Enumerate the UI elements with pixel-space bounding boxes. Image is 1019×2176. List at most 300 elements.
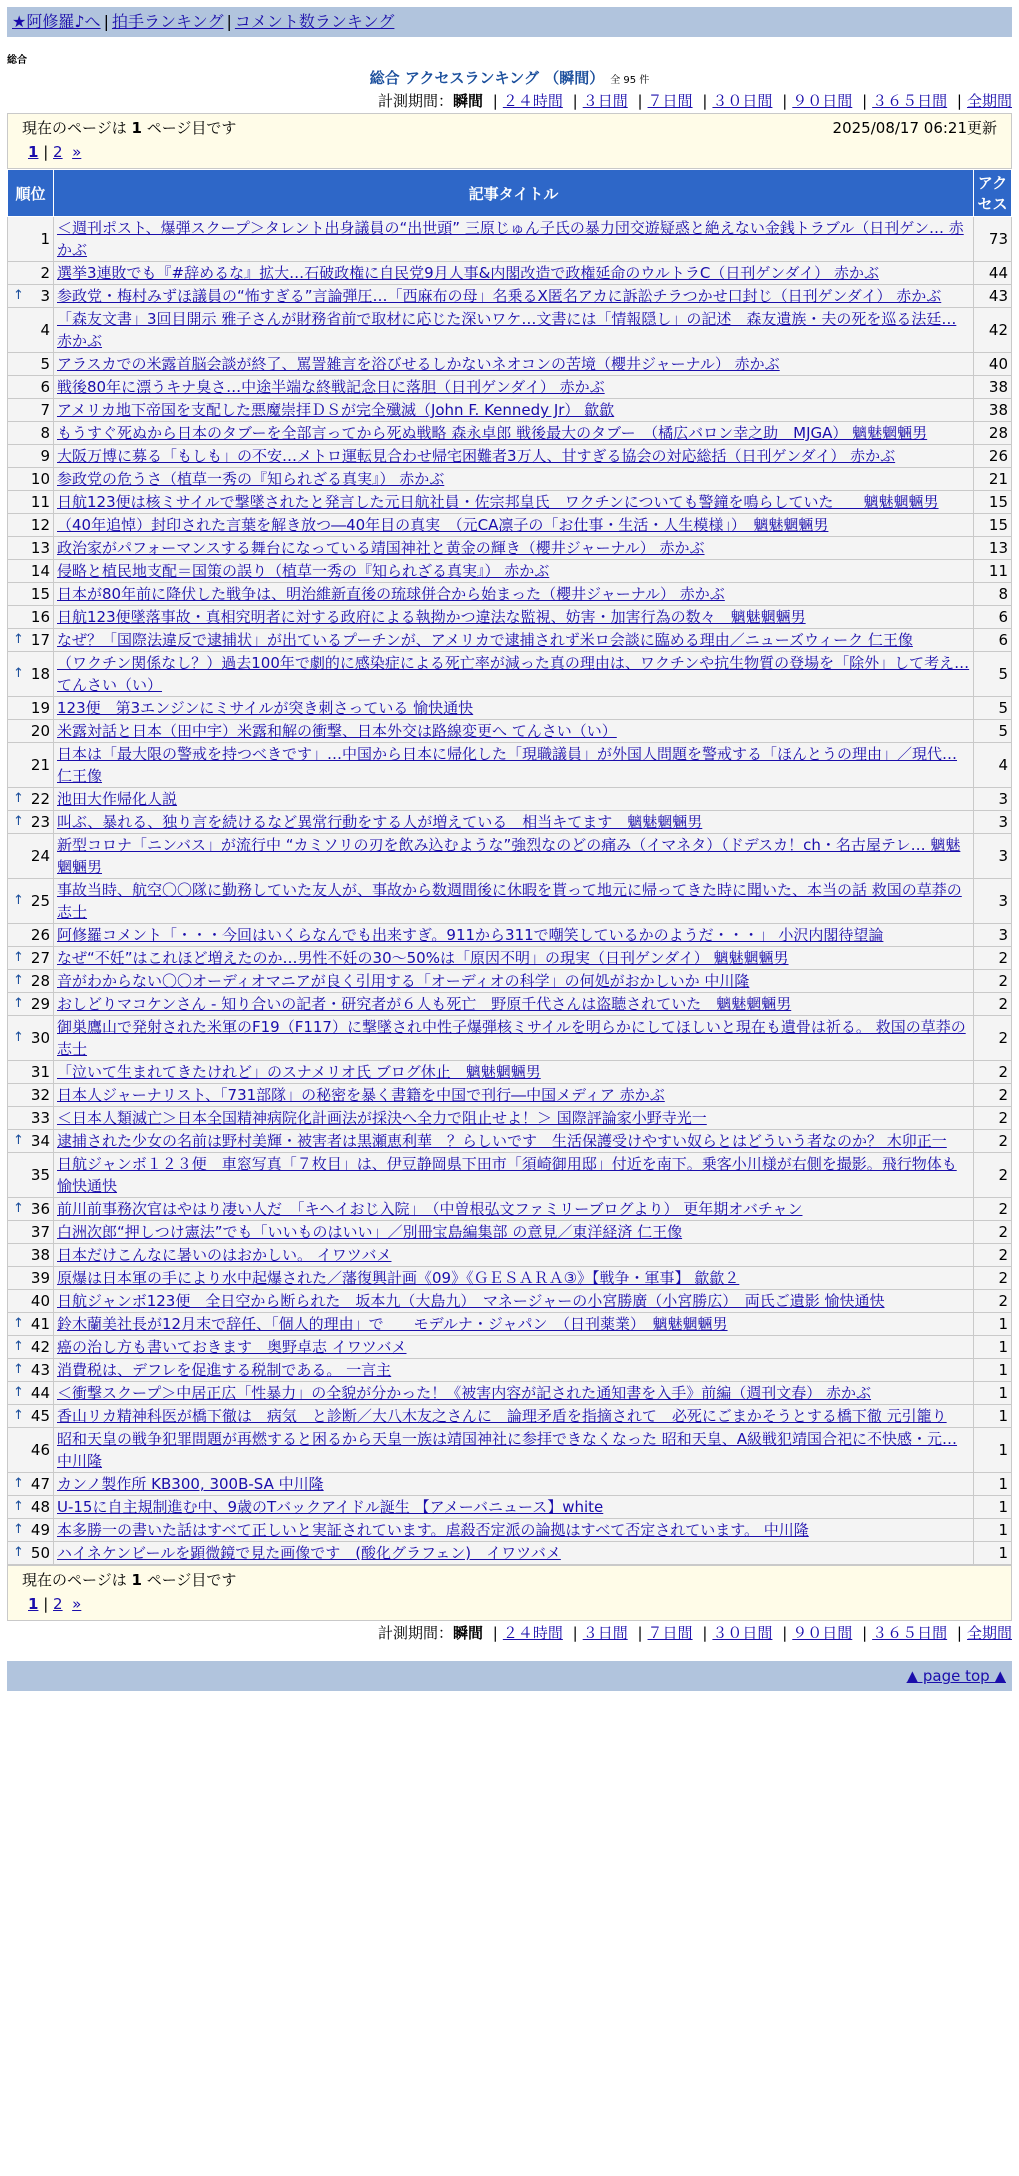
period-current: 瞬間: [452, 1624, 483, 1642]
page-info-bottom: [7, 1565, 1012, 1621]
rank-cell: [8, 353, 54, 376]
rank-number: 7: [40, 401, 50, 419]
page-top-link[interactable]: ▲ page top ▲: [906, 1667, 1006, 1685]
title-cell: [54, 514, 974, 537]
applause-ranking-link[interactable]: 拍手ランキング: [111, 12, 224, 31]
table-row: [8, 947, 1012, 970]
top-nav: ★阿修羅♪へ | 拍手ランキング | コメント数ランキング: [7, 7, 1012, 37]
period-option[interactable]: ２４時間: [502, 92, 563, 110]
rank-header: 順位: [8, 170, 54, 217]
access-count: 1: [974, 1405, 1012, 1428]
article-link[interactable]: ハイネケンビールを顕微鏡で見た画像です (酸化グラフェン) イワツバメ: [57, 1544, 561, 1562]
period-option[interactable]: 全期間: [966, 1624, 1012, 1642]
access-count: 6: [974, 606, 1012, 629]
rank-number: 1: [40, 230, 50, 248]
access-count: 3: [974, 811, 1012, 834]
rank-number: 47: [30, 1475, 50, 1493]
rank-number: 26: [30, 926, 50, 944]
rank-number: 41: [30, 1315, 50, 1333]
period-option[interactable]: ３６５日間: [872, 1624, 948, 1642]
access-count: 5: [974, 720, 1012, 743]
rank-number: 36: [30, 1200, 50, 1218]
up-arrow-icon: ↑: [13, 1408, 24, 1423]
page-2-link[interactable]: 2: [53, 1595, 63, 1613]
access-count: 43: [974, 285, 1012, 308]
access-count: 6: [974, 629, 1012, 652]
article-link[interactable]: ＜日本人類滅亡＞日本全国精神病院化計画法が採決へ全力で阻止せよ！＞ 国際評論家小野寺光一: [57, 1109, 707, 1127]
updated-time: 2025/08/17 06:21更新: [832, 119, 997, 137]
period-option[interactable]: ３０日間: [712, 92, 773, 110]
pagination-top: 1 | 2 »: [28, 143, 82, 161]
home-link[interactable]: ★阿修羅♪へ: [12, 12, 101, 31]
rank-number: 32: [30, 1086, 50, 1104]
article-link[interactable]: （ワクチン関係なし？）過去100年で劇的に感染症による死亡率が減った真の理由は、ワクチンや抗生物質の登場を「除外」して考え… てんさい（い）: [57, 654, 970, 694]
up-arrow-icon: ↑: [13, 814, 24, 829]
period-label: 計測期間：: [377, 1624, 453, 1642]
article-link[interactable]: 参政党・梅村みずほ議員の“怖すぎる”言論弾圧…「西麻布の母」名乗るX匿名アカに訴訟チラつかせ口封じ（日刊ゲンダイ） 赤かぶ: [57, 287, 942, 305]
title-cell: [54, 353, 974, 376]
article-link[interactable]: 「泣いて生まれてきたけれど」のスナメリオ氏 ブログ休止 魑魅魍魎男: [57, 1063, 541, 1081]
rank-cell: [8, 629, 54, 652]
article-link[interactable]: 参政党の危うさ（植草一秀の『知られざる真実』） 赤かぶ: [57, 470, 445, 488]
table-row: [8, 788, 1012, 811]
article-link[interactable]: 米露対話と日本（田中宇）米露和解の衝撃、日本外交は路線変更へ てんさい（い）: [57, 722, 617, 740]
period-label: 計測期間：: [377, 92, 453, 110]
rank-number: 37: [30, 1223, 50, 1241]
rank-number: 4: [40, 321, 50, 339]
table-row: [8, 1130, 1012, 1153]
access-count: 2: [974, 1016, 1012, 1061]
table-row: [8, 353, 1012, 376]
article-link[interactable]: 鈴木蘭美社長が12月末で辞任、「個人的理由」で モデルナ・ジャパン （日刊薬業） 魑魅魍魎男: [57, 1315, 728, 1333]
rank-number: 3: [40, 287, 50, 305]
access-count: 38: [974, 376, 1012, 399]
period-option[interactable]: ７日間: [647, 1624, 693, 1642]
article-link[interactable]: ＜週刊ポスト、爆弾スクープ＞タレント出身議員の“出世頭” 三原じゅん子氏の暴力団交遊疑惑と絶えない金銭トラブル（日刊ゲン… 赤かぶ: [57, 219, 964, 259]
article-link[interactable]: 「森友文書」3回目開示 雅子さんが財務省前で取材に応じた深いワケ…文書には「情報隠し」の記述 森友遺族・夫の死を巡る法廷… 赤かぶ: [57, 310, 957, 350]
rank-cell: [8, 285, 54, 308]
rank-number: 19: [30, 699, 50, 717]
up-arrow-icon: ↑: [13, 1133, 24, 1148]
access-count: 2: [974, 1290, 1012, 1313]
article-link[interactable]: 新型コロナ「ニンバス」が流行中 “カミソリの刃を飲み込むような”強烈なのどの痛み（イマネタ）（ドデスカ！ch・名古屋テレ… 魑魅魍魎男: [57, 836, 961, 876]
title-cell: [54, 399, 974, 422]
rank-number: 44: [30, 1384, 50, 1402]
article-link[interactable]: 政治家がパフォーマンスする舞台になっている靖国神社と黄金の輝き（櫻井ジャーナル） 赤かぶ: [57, 539, 705, 557]
ranking-table: [7, 169, 1012, 1565]
rank-number: 11: [30, 493, 50, 511]
article-link[interactable]: おしどりマコケンさん - 知り合いの記者・研究者が６人も死亡 野原千代さんは盗聴されていた 魑魅魍魎男: [57, 995, 792, 1013]
title-cell: [54, 285, 974, 308]
access-count: 1: [974, 1473, 1012, 1496]
ranking-header: [7, 67, 1012, 89]
access-count: 2: [974, 947, 1012, 970]
rank-cell: [8, 1336, 54, 1359]
access-count: 1: [974, 1382, 1012, 1405]
access-count: 5: [974, 652, 1012, 697]
table-row: [8, 1542, 1012, 1565]
category-label: 総合: [7, 55, 27, 66]
table-row: [8, 606, 1012, 629]
rank-number: 42: [30, 1338, 50, 1356]
period-option[interactable]: 全期間: [966, 92, 1012, 110]
access-count: 1: [974, 1313, 1012, 1336]
rank-cell: [8, 445, 54, 468]
access-count: 2: [974, 1244, 1012, 1267]
rank-cell: [8, 1473, 54, 1496]
title-cell: [54, 1542, 974, 1565]
up-arrow-icon: ↑: [13, 893, 24, 908]
access-count: 2: [974, 1084, 1012, 1107]
title-cell: [54, 1061, 974, 1084]
access-count: 2: [974, 993, 1012, 1016]
up-arrow-icon: ↑: [13, 632, 24, 647]
table-row: [8, 1221, 1012, 1244]
table-row: [8, 1313, 1012, 1336]
article-link[interactable]: 昭和天皇の戦争犯罪問題が再燃すると困るから天皇一族は靖国神社に参拝できなくなった 昭和天皇、A級戦犯靖国合祀に不快感・元… 中川隆: [57, 1430, 958, 1470]
rank-number: 28: [30, 972, 50, 990]
table-row: [8, 993, 1012, 1016]
article-link[interactable]: 原爆は日本軍の手により水中起爆された／藩復興計画《09》《ＧＥＳＡＲＡ③》【戦争・軍事】 歙歙２: [57, 1269, 740, 1287]
rank-number: 46: [30, 1441, 50, 1459]
article-link[interactable]: 日本は「最大限の警戒を持つべきです」…中国から日本に帰化した「現職議員」が外国人問題を警戒する「ほんとうの理由」／現代… 仁王像: [57, 745, 958, 785]
rank-cell: [8, 1428, 54, 1473]
access-count: 13: [974, 537, 1012, 560]
rank-number: 22: [30, 790, 50, 808]
period-option[interactable]: ９０日間: [792, 92, 853, 110]
title-cell: [54, 1313, 974, 1336]
access-count: 2: [974, 1130, 1012, 1153]
article-link[interactable]: 香山リカ精神科医が橋下徹は 病気 と診断／大八木友之さんに 論理矛盾を指摘されて 必死にごまかそうとする橋下徹 元引籠り: [57, 1407, 947, 1425]
title-cell: [54, 491, 974, 514]
title-cell: [54, 629, 974, 652]
rank-cell: [8, 697, 54, 720]
article-link[interactable]: 白洲次郎“押しつけ憲法”でも「いいものはいい」／別冊宝島編集部 の意見／東洋経済 仁王像: [57, 1223, 683, 1241]
table-row: [8, 262, 1012, 285]
period-option[interactable]: ３日間: [582, 1624, 628, 1642]
rank-cell: [8, 879, 54, 924]
article-link[interactable]: 日航123便は核ミサイルで撃墜されたと発言した元日航社員・佐宗邦皇氏 ワクチンについても警鐘を鳴らしていた 魑魅魍魎男: [57, 493, 939, 511]
rank-number: 20: [30, 722, 50, 740]
rank-cell: [8, 1542, 54, 1565]
rank-cell: [8, 491, 54, 514]
article-link[interactable]: （40年追悼）封印された言葉を解き放つ―40年目の真実 （元CA凛子の「お仕事・生活・人生模様」） 魑魅魍魎男: [57, 516, 829, 534]
title-cell: [54, 376, 974, 399]
article-link[interactable]: 前川前事務次官はやはり凄い人だ 「キヘイおじ入院」 （中曽根弘文ファミリーブログより） 更年期オバチャン: [57, 1200, 803, 1218]
current-page-text: 現在のページは 1 ページ目です: [22, 1571, 237, 1589]
article-link[interactable]: 日航ジャンボ１２３便 車窓写真「７枚目」は、伊豆静岡県下田市「須崎御用邸」付近を南下。乗客小川様が右側を撮影。飛行物体も 愉快通快: [57, 1155, 957, 1195]
period-option[interactable]: ７日間: [647, 92, 693, 110]
access-count: 1: [974, 1428, 1012, 1473]
table-row: [8, 811, 1012, 834]
rank-cell: [8, 308, 54, 353]
access-count: 38: [974, 399, 1012, 422]
rank-number: 35: [30, 1166, 50, 1184]
access-count: 2: [974, 1198, 1012, 1221]
period-option[interactable]: ３６５日間: [872, 92, 948, 110]
title-cell: [54, 1016, 974, 1061]
rank-cell: [8, 788, 54, 811]
up-arrow-icon: ↑: [13, 996, 24, 1011]
article-link[interactable]: 日本が80年前に降伏した戦争は、明治維新直後の琉球併合から始まった（櫻井ジャーナル） 赤かぶ: [57, 585, 725, 603]
title-cell: [54, 1084, 974, 1107]
title-cell: [54, 924, 974, 947]
rank-cell: [8, 1267, 54, 1290]
title-cell: [54, 537, 974, 560]
rank-cell: [8, 720, 54, 743]
rank-number: 10: [30, 470, 50, 488]
title-cell: [54, 652, 974, 697]
title-cell: [54, 993, 974, 1016]
up-arrow-icon: ↑: [13, 1522, 24, 1537]
period-option[interactable]: ３日間: [582, 92, 628, 110]
up-arrow-icon: ↑: [13, 1545, 24, 1560]
period-selector-bottom: 計測期間：瞬間 | ２４時間 | ３日間 | ７日間 | ３０日間 | ９０日間 | ３６５日間 | 全期間: [377, 1624, 1012, 1642]
table-row: [8, 376, 1012, 399]
access-count: 1: [974, 1336, 1012, 1359]
access-count: 2: [974, 1221, 1012, 1244]
access-count: 40: [974, 353, 1012, 376]
table-header-row: [8, 170, 1012, 217]
article-link[interactable]: 大阪万博に募る「もしも」の不安…メトロ運転見合わせ帰宅困難者3万人、甘すぎる協会の対応総括（日刊ゲンダイ） 赤かぶ: [57, 447, 896, 465]
title-cell: [54, 1405, 974, 1428]
page-1-link[interactable]: 1: [28, 143, 39, 161]
access-count: 2: [974, 1107, 1012, 1130]
article-link[interactable]: 事故当時、航空〇〇隊に勤務していた友人が、事故から数週間後に休暇を貰って地元に帰ってきた時に聞いた、本当の話 救国の草莽の志士: [57, 881, 962, 921]
ranking-title: 総合 アクセスランキング （瞬間）: [369, 69, 605, 87]
table-row: [8, 1519, 1012, 1542]
title-cell: [54, 583, 974, 606]
table-row: [8, 445, 1012, 468]
rank-cell: [8, 1084, 54, 1107]
rank-cell: [8, 1382, 54, 1405]
rank-number: 21: [30, 756, 50, 774]
rank-cell: [8, 399, 54, 422]
table-row: [8, 1359, 1012, 1382]
article-link[interactable]: 阿修羅コメント「・・・今回はいくらなんでも出来すぎ。911から311で嘲笑しているかのようだ・・・」 小沢内閣待望論: [57, 926, 884, 944]
title-cell: [54, 1244, 974, 1267]
title-cell: [54, 697, 974, 720]
up-arrow-icon: ↑: [13, 288, 24, 303]
up-arrow-icon: ↑: [13, 1316, 24, 1331]
title-cell: [54, 1267, 974, 1290]
article-link[interactable]: 癌の治し方も書いておきます 奥野卓志 イワツバメ: [57, 1338, 407, 1356]
table-row: [8, 491, 1012, 514]
article-link[interactable]: 侵略と植民地支配＝国策の誤り（植草一秀の『知られざる真実』） 赤かぶ: [57, 562, 550, 580]
rank-number: 50: [30, 1544, 50, 1562]
table-row: [8, 560, 1012, 583]
title-cell: [54, 947, 974, 970]
table-row: [8, 720, 1012, 743]
title-cell: [54, 1359, 974, 1382]
article-link[interactable]: アラスカでの米露首脳会談が終了、罵詈雑言を浴びせるしかないネオコンの苦境（櫻井ジャーナル） 赤かぶ: [57, 355, 780, 373]
access-count: 4: [974, 743, 1012, 788]
page-2-link[interactable]: 2: [53, 143, 63, 161]
table-row: [8, 1382, 1012, 1405]
article-link[interactable]: なぜ“不妊”はこれほど増えたのか…男性不妊の30～50%は「原因不明」の現実（日刊ゲンダイ） 魑魅魍魎男: [57, 949, 789, 967]
rank-number: 17: [30, 631, 50, 649]
title-cell: [54, 1130, 974, 1153]
access-count: 15: [974, 491, 1012, 514]
current-page-text: 現在のページは 1 ページ目です: [22, 119, 237, 137]
period-option[interactable]: ３０日間: [712, 1624, 773, 1642]
article-link[interactable]: 逮捕された少女の名前は野村美輝・被害者は黒瀬恵利華 ？らしいです 生活保護受けやすい奴らとはどういう者なのか？ 木卯正一: [57, 1132, 947, 1150]
article-link[interactable]: アメリカ地下帝国を支配した悪魔崇拝ＤＳが完全殲滅（John F. Kennedy Jr） 歙歙: [57, 401, 615, 419]
access-count: 1: [974, 1519, 1012, 1542]
article-link[interactable]: 消費税は、デフレを促進する税制である。 一言主: [57, 1361, 392, 1379]
access-count: 2: [974, 1267, 1012, 1290]
table-row: [8, 1428, 1012, 1473]
access-count: 44: [974, 262, 1012, 285]
rank-number: 18: [30, 665, 50, 683]
title-cell: [54, 560, 974, 583]
article-link[interactable]: 日航123便墜落事故・真相究明者に対する政府による執拗かつ違法な監視、妨害・加害行為の数々 魑魅魍魎男: [57, 608, 806, 626]
table-row: [8, 1016, 1012, 1061]
title-cell: [54, 1382, 974, 1405]
table-row: [8, 399, 1012, 422]
title-cell: [54, 720, 974, 743]
table-row: [8, 879, 1012, 924]
article-link[interactable]: 音がわからない〇〇オーディオマニアが良く引用する「オーディオの科学」の何処がおかしいか 中川隆: [57, 972, 750, 990]
access-count: 8: [974, 583, 1012, 606]
rank-number: 12: [30, 516, 50, 534]
rank-cell: [8, 1221, 54, 1244]
title-cell: [54, 445, 974, 468]
rank-cell: [8, 1130, 54, 1153]
title-cell: [54, 834, 974, 879]
table-row: [8, 217, 1012, 262]
access-count: 2: [974, 1153, 1012, 1198]
article-link[interactable]: なぜ？「国際法違反で逮捕状」が出ているプーチンが、アメリカで逮捕されず米ロ会談に臨める理由／ニューズウィーク 仁王像: [57, 631, 913, 649]
rank-cell: [8, 560, 54, 583]
title-cell: [54, 1519, 974, 1542]
access-count: 3: [974, 924, 1012, 947]
title-cell: [54, 1290, 974, 1313]
table-row: [8, 308, 1012, 353]
total-count: 全 95 件: [610, 75, 650, 86]
title-cell: [54, 308, 974, 353]
article-link[interactable]: 日本だけこんなに暑いのはおかしい。 イワツバメ: [57, 1246, 392, 1264]
rank-number: 13: [30, 539, 50, 557]
article-link[interactable]: 戦後80年に漂うキナ臭さ…中途半端な終戦記念日に落胆（日刊ゲンダイ） 赤かぶ: [57, 378, 605, 396]
rank-cell: [8, 947, 54, 970]
article-link[interactable]: 本多勝一の書いた話はすべて正しいと実証されています。虐殺否定派の論拠はすべて否定されています。 中川隆: [57, 1521, 809, 1539]
rank-number: 30: [30, 1029, 50, 1047]
table-row: [8, 1267, 1012, 1290]
rank-cell: [8, 1313, 54, 1336]
title-header: 記事タイトル: [54, 170, 974, 217]
rank-number: 40: [30, 1292, 50, 1310]
rank-cell: [8, 422, 54, 445]
table-row: [8, 422, 1012, 445]
rank-number: 25: [30, 892, 50, 910]
next-page-link[interactable]: »: [72, 1595, 82, 1613]
article-link[interactable]: 日本人ジャーナリスト、「731部隊」の秘密を暴く書籍を中国で刊行―中国メディア 赤かぶ: [57, 1086, 665, 1104]
up-arrow-icon: ↑: [13, 950, 24, 965]
title-cell: [54, 1428, 974, 1473]
access-count: 26: [974, 445, 1012, 468]
rank-number: 16: [30, 608, 50, 626]
access-count: 1: [974, 1496, 1012, 1519]
title-cell: [54, 1221, 974, 1244]
title-cell: [54, 468, 974, 491]
rank-number: 34: [30, 1132, 50, 1150]
title-cell: [54, 422, 974, 445]
table-row: [8, 583, 1012, 606]
article-link[interactable]: 叫ぶ、暴れる、独り言を続けるなど異常行動をする人が増えている 相当キてます 魑魅魍魎男: [57, 813, 703, 831]
footer-bar: [7, 1661, 1012, 1691]
rank-cell: [8, 262, 54, 285]
rank-cell: [8, 468, 54, 491]
article-link[interactable]: 御巣鷹山で発射された米軍のF19（F117）に撃墜され中性子爆弾核ミサイルを明らかにしてほしいと現在も遺骨は祈る。 救国の草莽の志士: [57, 1018, 966, 1058]
rank-cell: [8, 1198, 54, 1221]
rank-number: 43: [30, 1361, 50, 1379]
table-row: [8, 468, 1012, 491]
access-count: 11: [974, 560, 1012, 583]
title-cell: [54, 262, 974, 285]
up-arrow-icon: ↑: [13, 973, 24, 988]
rank-cell: [8, 1107, 54, 1130]
next-page-link[interactable]: »: [72, 143, 82, 161]
table-row: [8, 629, 1012, 652]
comment-ranking-link[interactable]: コメント数ランキング: [234, 12, 395, 31]
access-count: 73: [974, 217, 1012, 262]
article-link[interactable]: U-15に自主規制進む中、9歳のTバックアイドル誕生 【アメーバニュース】white: [57, 1498, 604, 1516]
rank-cell: [8, 1405, 54, 1428]
rank-cell: [8, 217, 54, 262]
rank-number: 49: [30, 1521, 50, 1539]
article-link[interactable]: 池田大作帰化人説: [57, 790, 178, 808]
title-cell: [54, 879, 974, 924]
rank-cell: [8, 606, 54, 629]
up-arrow-icon: ↑: [13, 791, 24, 806]
article-link[interactable]: 123便 第3エンジンにミサイルが突き刺さっている 愉快通快: [57, 699, 474, 717]
title-cell: [54, 606, 974, 629]
rank-number: 45: [30, 1407, 50, 1425]
period-option[interactable]: ２４時間: [502, 1624, 563, 1642]
access-count: 42: [974, 308, 1012, 353]
table-row: [8, 1198, 1012, 1221]
table-row: [8, 1473, 1012, 1496]
table-row: [8, 697, 1012, 720]
table-row: [8, 924, 1012, 947]
access-count: 2: [974, 1061, 1012, 1084]
rank-cell: [8, 1519, 54, 1542]
period-option[interactable]: ９０日間: [792, 1624, 853, 1642]
table-row: [8, 1244, 1012, 1267]
rank-cell: [8, 924, 54, 947]
rank-cell: [8, 1016, 54, 1061]
title-cell: [54, 743, 974, 788]
up-arrow-icon: ↑: [13, 1499, 24, 1514]
article-link[interactable]: 選挙3連敗でも『#辞めるな』拡大…石破政権に自民党9月人事&内閣改造で政権延命のウルトラC（日刊ゲンダイ） 赤かぶ: [57, 264, 879, 282]
up-arrow-icon: ↑: [13, 1201, 24, 1216]
rank-number: 8: [40, 424, 50, 442]
article-link[interactable]: カンノ製作所 KB300, 300B-SA 中川隆: [57, 1475, 324, 1493]
article-link[interactable]: 日航ジャンボ123便 全日空から断られた 坂本九（大島九） マネージャーの小宮勝廣（小宮勝広） 両氏ご遺影 愉快通快: [57, 1292, 885, 1310]
rank-number: 23: [30, 813, 50, 831]
article-link[interactable]: ＜衝撃スクープ＞中居正広「性暴力」の全貌が分かった！《被害内容が記された通知書を入手》前編（週刊文春） 赤かぶ: [57, 1384, 872, 1402]
rank-number: 27: [30, 949, 50, 967]
rank-cell: [8, 1153, 54, 1198]
rank-number: 6: [40, 378, 50, 396]
article-link[interactable]: もうすぐ死ぬから日本のタブーを全部言ってから死ぬ戦略 森永卓郎 戦後最大のタブー （橘広バロン幸之助 MJGA） 魑魅魍魎男: [57, 424, 928, 442]
table-row: [8, 514, 1012, 537]
rank-number: 48: [30, 1498, 50, 1516]
rank-cell: [8, 1496, 54, 1519]
table-row: [8, 1107, 1012, 1130]
page-1-link[interactable]: 1: [28, 1595, 39, 1613]
